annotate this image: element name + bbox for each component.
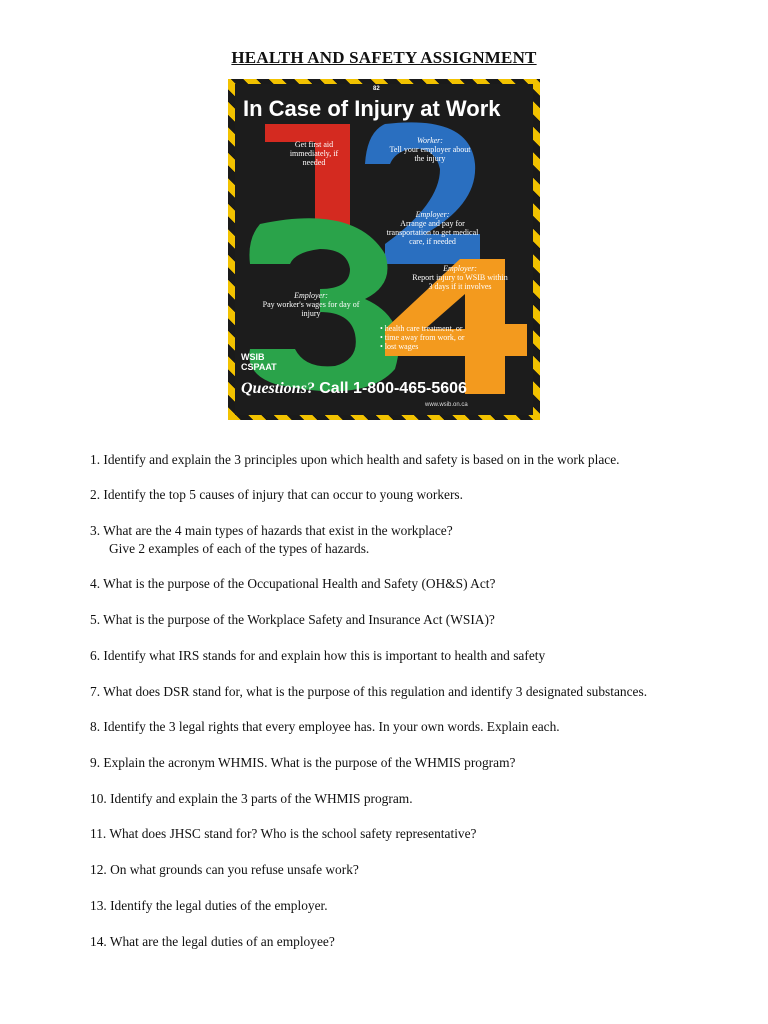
step4-block: [410, 264, 510, 291]
step4-role: Employer:: [443, 264, 477, 273]
step4-text: Report injury to WSIB within 3 days if it involves: [412, 273, 508, 291]
question-13: 13. Identify the legal duties of the employer.: [90, 898, 328, 913]
step3-role: Employer:: [294, 291, 328, 300]
question-11: 11. What does JHSC stand for? Who is the school safety representative?: [90, 826, 477, 841]
question-1: 1. Identify and explain the 3 principles upon which health and safety is based on in the work place.: [90, 452, 620, 467]
question-2: 2. Identify the top 5 causes of injury that can occur to young workers.: [90, 487, 463, 502]
step2b-block: [385, 210, 480, 246]
poster-numbers-graphic: [235, 84, 533, 415]
document-title: HEALTH AND SAFETY ASSIGNMENT: [231, 48, 537, 67]
wsib-logo: WSIB CSPAAT: [241, 352, 277, 372]
question-14: 14. What are the legal duties of an employee?: [90, 934, 335, 949]
step2-role: Worker:: [417, 136, 443, 145]
poster-footer: [241, 380, 537, 398]
injury-poster: [228, 79, 540, 420]
step2b-role: Employer:: [415, 210, 450, 219]
question-4: 4. What is the purpose of the Occupational Health and Safety (OH&S) Act?: [90, 576, 496, 591]
question-5: 5. What is the purpose of the Workplace Safety and Insurance Act (WSIA)?: [90, 612, 495, 627]
footer-question: Questions?: [241, 380, 315, 397]
question-9: 9. Explain the acronym WHMIS. What is the purpose of the WHMIS program?: [90, 755, 516, 770]
question-12: 12. On what grounds can you refuse unsafe work?: [90, 862, 359, 877]
step2-text: Tell your employer about the injury: [389, 145, 471, 163]
poster-background: [235, 84, 533, 415]
poster-number: 82: [373, 86, 380, 92]
step3-text: Pay worker's wages for day of injury: [262, 300, 360, 318]
footer-call: Call 1-800-465-5606: [319, 380, 467, 397]
question-3: 3. What are the 4 main types of hazards that exist in the workplace?: [90, 523, 453, 538]
poster-url: www.wsib.on.ca: [425, 402, 468, 408]
step4-bullets: • health care treatment, or • time away from work, or • lost wages: [380, 324, 465, 351]
question-3-continuation: Give 2 examples of each of the types of hazards.: [109, 541, 370, 556]
poster-heading: In Case of Injury at Work: [243, 96, 501, 121]
question-8: 8. Identify the 3 legal rights that every employee has. In your own words. Explain each.: [90, 719, 560, 734]
question-7: 7. What does DSR stand for, what is the purpose of this regulation and identify 3 designated substances.: [90, 684, 648, 699]
step2b-text: Arrange and pay for transportation to get medical care, if needed: [386, 219, 479, 246]
question-6: 6. Identify what IRS stands for and explain how this is important to health and safety: [90, 648, 546, 663]
question-10: 10. Identify and explain the 3 parts of the WHMIS program.: [90, 791, 413, 806]
step1-text: Get first aid immediately, if needed: [289, 140, 339, 167]
step2-block: [385, 136, 475, 163]
step3-block: [261, 291, 361, 318]
